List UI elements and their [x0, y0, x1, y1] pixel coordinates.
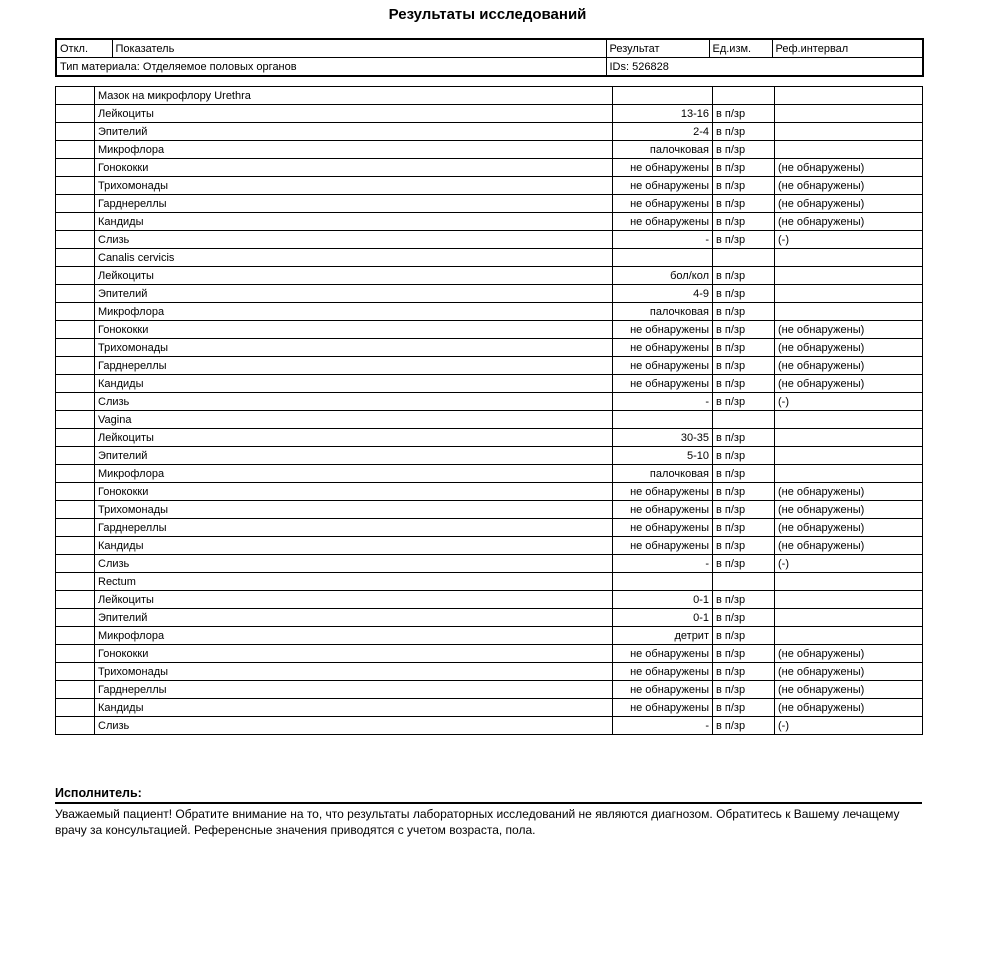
table-row [56, 429, 923, 447]
table-row [56, 249, 923, 267]
flag-cell [56, 555, 95, 573]
ref-cell [775, 303, 923, 321]
flag-cell [56, 393, 95, 411]
flag-cell [56, 447, 95, 465]
unit-cell: в п/зр [713, 681, 775, 699]
table-row [56, 303, 923, 321]
flag-cell [56, 87, 95, 105]
result-cell: не обнаружены [613, 483, 713, 501]
result-cell: палочковая [613, 303, 713, 321]
result-cell: - [613, 717, 713, 735]
ref-cell: (не обнаружены) [775, 663, 923, 681]
table-row [56, 321, 923, 339]
flag-cell [56, 339, 95, 357]
table-row [56, 717, 923, 735]
unit-cell: в п/зр [713, 303, 775, 321]
result-cell: 0-1 [613, 591, 713, 609]
table-row [56, 483, 923, 501]
indicator-cell: Слизь [95, 393, 613, 411]
table-row [56, 375, 923, 393]
unit-cell: в п/зр [713, 231, 775, 249]
indicator-cell: Слизь [95, 555, 613, 573]
result-cell: не обнаружены [613, 159, 713, 177]
table-row [56, 519, 923, 537]
unit-cell: в п/зр [713, 717, 775, 735]
indicator-cell: Гарднереллы [95, 357, 613, 375]
ref-cell [775, 609, 923, 627]
ref-cell [775, 123, 923, 141]
table-row [56, 393, 923, 411]
flag-cell [56, 357, 95, 375]
table-row [56, 699, 923, 717]
table-row [56, 357, 923, 375]
table-row [56, 609, 923, 627]
ref-cell: (-) [775, 231, 923, 249]
unit-cell: в п/зр [713, 141, 775, 159]
flag-cell [56, 465, 95, 483]
indicator-cell: Микрофлора [95, 465, 613, 483]
col-header-otkl: Откл. [56, 39, 112, 58]
ref-cell: (не обнаружены) [775, 321, 923, 339]
result-cell: не обнаружены [613, 681, 713, 699]
result-cell: не обнаружены [613, 213, 713, 231]
result-cell: не обнаружены [613, 501, 713, 519]
result-cell [613, 411, 713, 429]
ref-cell [775, 105, 923, 123]
indicator-cell: Трихомонады [95, 501, 613, 519]
result-cell: 30-35 [613, 429, 713, 447]
table-row [56, 267, 923, 285]
indicator-cell: Трихомонады [95, 339, 613, 357]
unit-cell: в п/зр [713, 537, 775, 555]
flag-cell [56, 195, 95, 213]
indicator-cell: Лейкоциты [95, 591, 613, 609]
col-header-result: Результат [606, 39, 709, 58]
ref-cell [775, 447, 923, 465]
ref-cell: (не обнаружены) [775, 357, 923, 375]
unit-cell [713, 249, 775, 267]
unit-cell: в п/зр [713, 429, 775, 447]
indicator-cell: Мазок на микрофлору Urethra [95, 87, 613, 105]
flag-cell [56, 123, 95, 141]
unit-cell: в п/зр [713, 213, 775, 231]
ref-cell: (не обнаружены) [775, 519, 923, 537]
unit-cell: в п/зр [713, 483, 775, 501]
executor-label: Исполнитель: [55, 786, 922, 804]
result-cell: не обнаружены [613, 339, 713, 357]
flag-cell [56, 483, 95, 501]
unit-cell: в п/зр [713, 267, 775, 285]
indicator-cell: Лейкоциты [95, 267, 613, 285]
indicator-cell: Гарднереллы [95, 681, 613, 699]
header-row [56, 39, 923, 58]
unit-cell: в п/зр [713, 357, 775, 375]
ref-cell: (не обнаружены) [775, 483, 923, 501]
ref-cell: (не обнаружены) [775, 213, 923, 231]
ref-cell [775, 141, 923, 159]
table-row [56, 555, 923, 573]
flag-cell [56, 573, 95, 591]
table-row [56, 159, 923, 177]
indicator-cell: Трихомонады [95, 663, 613, 681]
indicator-cell: Эпителий [95, 447, 613, 465]
table-row [56, 285, 923, 303]
unit-cell: в п/зр [713, 555, 775, 573]
col-header-ref: Реф.интервал [772, 39, 923, 58]
table-row [56, 177, 923, 195]
result-cell: 4-9 [613, 285, 713, 303]
flag-cell [56, 231, 95, 249]
indicator-cell: Vagina [95, 411, 613, 429]
flag-cell [56, 591, 95, 609]
result-cell: палочковая [613, 465, 713, 483]
table-row [56, 537, 923, 555]
ref-cell [775, 411, 923, 429]
indicator-cell: Гонококки [95, 321, 613, 339]
unit-cell: в п/зр [713, 159, 775, 177]
flag-cell [56, 177, 95, 195]
result-cell: не обнаружены [613, 537, 713, 555]
unit-cell: в п/зр [713, 447, 775, 465]
table-row [56, 447, 923, 465]
table-row [56, 645, 923, 663]
table-row [56, 123, 923, 141]
indicator-cell: Гарднереллы [95, 195, 613, 213]
table-row [56, 573, 923, 591]
result-cell: 5-10 [613, 447, 713, 465]
result-cell: палочковая [613, 141, 713, 159]
material-type: Тип материала: Отделяемое половых органов [56, 58, 606, 77]
table-row [56, 213, 923, 231]
unit-cell: в п/зр [713, 105, 775, 123]
indicator-cell: Лейкоциты [95, 429, 613, 447]
indicator-cell: Микрофлора [95, 141, 613, 159]
flag-cell [56, 681, 95, 699]
unit-cell: в п/зр [713, 393, 775, 411]
indicator-cell: Эпителий [95, 123, 613, 141]
sample-ids: IDs: 526828 [606, 58, 923, 77]
table-row [56, 591, 923, 609]
result-cell: 0-1 [613, 609, 713, 627]
ref-cell [775, 87, 923, 105]
flag-cell [56, 303, 95, 321]
table-row [56, 681, 923, 699]
table-row [56, 501, 923, 519]
ref-cell [775, 267, 923, 285]
result-cell: не обнаружены [613, 699, 713, 717]
indicator-cell: Rectum [95, 573, 613, 591]
result-cell: - [613, 231, 713, 249]
ref-cell: (-) [775, 717, 923, 735]
flag-cell [56, 141, 95, 159]
result-cell [613, 249, 713, 267]
flag-cell [56, 267, 95, 285]
flag-cell [56, 285, 95, 303]
ref-cell: (не обнаружены) [775, 195, 923, 213]
table-row [56, 627, 923, 645]
ref-cell: (не обнаружены) [775, 501, 923, 519]
indicator-cell: Микрофлора [95, 627, 613, 645]
indicator-cell: Гарднереллы [95, 519, 613, 537]
col-header-indicator: Показатель [112, 39, 606, 58]
unit-cell: в п/зр [713, 375, 775, 393]
page-title: Результаты исследований [388, 6, 587, 23]
unit-cell: в п/зр [713, 123, 775, 141]
indicator-cell: Слизь [95, 717, 613, 735]
flag-cell [56, 609, 95, 627]
ref-cell: (не обнаружены) [775, 159, 923, 177]
unit-cell: в п/зр [713, 591, 775, 609]
flag-cell [56, 321, 95, 339]
flag-cell [56, 663, 95, 681]
indicator-cell: Микрофлора [95, 303, 613, 321]
flag-cell [56, 159, 95, 177]
result-cell [613, 87, 713, 105]
ref-cell: (не обнаружены) [775, 375, 923, 393]
table-row [56, 195, 923, 213]
result-cell: 13-16 [613, 105, 713, 123]
ref-cell [775, 465, 923, 483]
unit-cell: в п/зр [713, 177, 775, 195]
ref-cell: (не обнаружены) [775, 681, 923, 699]
ref-cell [775, 429, 923, 447]
indicator-cell: Лейкоциты [95, 105, 613, 123]
col-header-unit: Ед.изм. [709, 39, 772, 58]
footer [55, 786, 922, 838]
indicator-cell: Кандиды [95, 537, 613, 555]
result-cell: не обнаружены [613, 321, 713, 339]
ref-cell [775, 627, 923, 645]
flag-cell [56, 537, 95, 555]
unit-cell: в п/зр [713, 285, 775, 303]
indicator-cell: Canalis cervicis [95, 249, 613, 267]
indicator-cell: Кандиды [95, 699, 613, 717]
result-cell: не обнаружены [613, 177, 713, 195]
indicator-cell: Эпителий [95, 285, 613, 303]
flag-cell [56, 717, 95, 735]
indicator-cell: Эпителий [95, 609, 613, 627]
flag-cell [56, 249, 95, 267]
result-cell: не обнаружены [613, 645, 713, 663]
header-table [55, 38, 924, 77]
flag-cell [56, 627, 95, 645]
result-cell: - [613, 555, 713, 573]
table-row [56, 663, 923, 681]
indicator-cell: Гонококки [95, 483, 613, 501]
ref-cell: (не обнаружены) [775, 177, 923, 195]
table-row [56, 465, 923, 483]
indicator-cell: Трихомонады [95, 177, 613, 195]
result-cell: не обнаружены [613, 357, 713, 375]
result-cell: не обнаружены [613, 519, 713, 537]
result-cell: не обнаружены [613, 663, 713, 681]
result-cell: не обнаружены [613, 375, 713, 393]
result-cell [613, 573, 713, 591]
flag-cell [56, 519, 95, 537]
unit-cell: в п/зр [713, 195, 775, 213]
flag-cell [56, 645, 95, 663]
table-row [56, 231, 923, 249]
table-row [56, 87, 923, 105]
table-row [56, 105, 923, 123]
unit-cell [713, 573, 775, 591]
unit-cell: в п/зр [713, 663, 775, 681]
results-table [55, 86, 923, 735]
unit-cell: в п/зр [713, 501, 775, 519]
indicator-cell: Слизь [95, 231, 613, 249]
unit-cell [713, 87, 775, 105]
ref-cell [775, 591, 923, 609]
unit-cell: в п/зр [713, 321, 775, 339]
table-row [56, 411, 923, 429]
ref-cell: (-) [775, 393, 923, 411]
unit-cell: в п/зр [713, 609, 775, 627]
result-cell: 2-4 [613, 123, 713, 141]
unit-cell: в п/зр [713, 519, 775, 537]
unit-cell: в п/зр [713, 645, 775, 663]
unit-cell: в п/зр [713, 627, 775, 645]
unit-cell: в п/зр [713, 339, 775, 357]
indicator-cell: Гонококки [95, 645, 613, 663]
table-row [56, 339, 923, 357]
result-cell: детрит [613, 627, 713, 645]
patient-note: Уважаемый пациент! Обратите внимание на то, что результаты лабораторных исследований не являются диагнозом. Обратитесь к Вашему лечащему врачу за консультацией. Референсные значения приводятся с учетом возраста, пола. [55, 807, 900, 837]
ref-cell [775, 249, 923, 267]
flag-cell [56, 375, 95, 393]
unit-cell: в п/зр [713, 699, 775, 717]
unit-cell [713, 411, 775, 429]
ref-cell: (не обнаружены) [775, 339, 923, 357]
flag-cell [56, 429, 95, 447]
unit-cell: в п/зр [713, 465, 775, 483]
table-row [56, 141, 923, 159]
ref-cell [775, 573, 923, 591]
ref-cell: (-) [775, 555, 923, 573]
material-row [56, 58, 923, 77]
indicator-cell: Гонококки [95, 159, 613, 177]
flag-cell [56, 411, 95, 429]
ref-cell: (не обнаружены) [775, 699, 923, 717]
flag-cell [56, 105, 95, 123]
result-cell: не обнаружены [613, 195, 713, 213]
indicator-cell: Кандиды [95, 375, 613, 393]
ref-cell [775, 285, 923, 303]
result-cell: бол/кол [613, 267, 713, 285]
flag-cell [56, 699, 95, 717]
ref-cell: (не обнаружены) [775, 645, 923, 663]
ref-cell: (не обнаружены) [775, 537, 923, 555]
flag-cell [56, 501, 95, 519]
flag-cell [56, 213, 95, 231]
indicator-cell: Кандиды [95, 213, 613, 231]
result-cell: - [613, 393, 713, 411]
